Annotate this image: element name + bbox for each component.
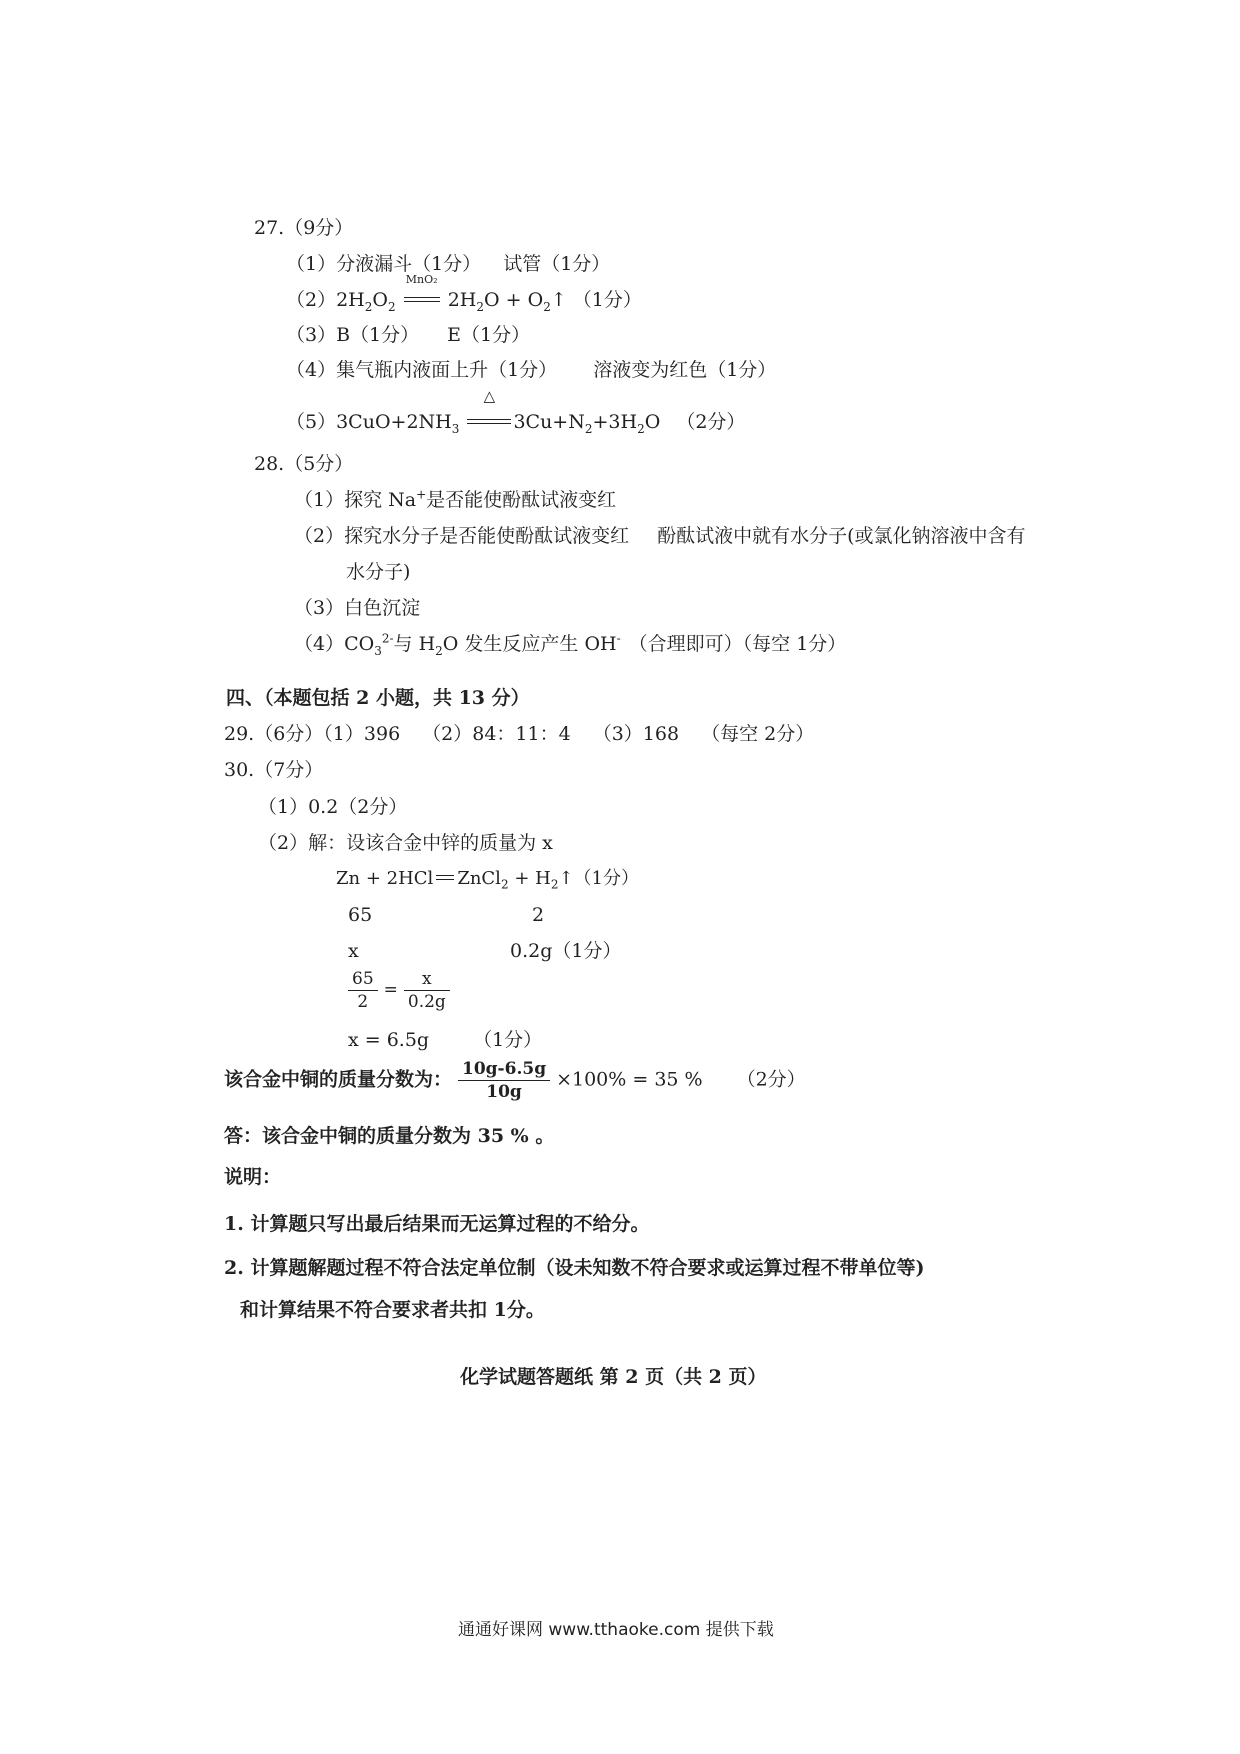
reaction-condition — [404, 273, 440, 312]
q28-part4-c: O 发生反应产生 OH — [442, 633, 617, 655]
equals-sign-icon — [404, 297, 440, 302]
q27-part2-label: （2） — [286, 289, 337, 311]
eq-subscript: 2 — [500, 877, 509, 892]
q30-part1: （1）0.2（2分） — [258, 796, 408, 818]
fraction-numerator: 65 — [348, 968, 378, 991]
q29-b: （2）84：11：4 — [422, 723, 571, 745]
q27-part5 — [286, 387, 746, 436]
q30-equation — [336, 867, 639, 891]
fraction — [348, 968, 378, 1013]
page-footer: 化学试题答题纸 第 2 页（共 2 页） — [460, 1366, 767, 1388]
q28-part4-b: 与 H — [393, 633, 436, 655]
q29-line — [224, 722, 814, 746]
fraction-numerator: 10g-6.5g — [458, 1058, 550, 1081]
eq-term: O — [644, 411, 661, 433]
eq-subscript: 2 — [543, 299, 551, 314]
fraction-numerator: x — [404, 968, 450, 991]
q28-part2-b: 酚酞试液中就有水分子(或氯化钠溶液中含有 — [657, 525, 1026, 547]
q27-part5-score: （2分） — [676, 411, 746, 433]
q30-percentage-label: 该合金中铜的质量分数为： — [224, 1068, 453, 1091]
q30-result-score: （1分） — [473, 1029, 543, 1051]
q30-percentage — [224, 1058, 806, 1103]
q29-a: 29.（6分）（1）396 — [224, 723, 401, 745]
q29-d: （每空 2分） — [701, 723, 815, 745]
q30-heading: 30.（7分） — [224, 759, 324, 781]
q27-part1-b: 试管（1分） — [503, 253, 611, 275]
eq-term: +3H — [592, 411, 638, 433]
reaction-condition — [467, 387, 511, 434]
eq-subscript: 2 — [637, 421, 645, 436]
note-2-cont: 和计算结果不符合要求者共扣 1分。 — [240, 1299, 545, 1321]
q30-result — [348, 1028, 542, 1052]
equals-sign-icon — [436, 875, 454, 880]
eq-term: 3Cu+N — [513, 411, 585, 433]
fraction-denominator: 0.2g — [407, 992, 446, 1012]
eq-subscript: 3 — [451, 421, 460, 436]
eq-term: 2H — [336, 289, 365, 311]
q28-part1-b: 是否能使酚酞试液变红 — [426, 489, 617, 511]
q27-part3-a: （3）B（1分） — [286, 324, 420, 346]
eq-subscript: 2 — [364, 299, 373, 314]
q30-ratio — [342, 968, 456, 1013]
q27-part5-label: （5） — [286, 411, 337, 433]
q27-heading: 27.（9分） — [254, 217, 354, 239]
superscript: - — [616, 631, 621, 646]
q28-part3: （3）白色沉淀 — [294, 597, 421, 619]
eq-term: O + O — [484, 289, 544, 311]
heat-symbol-icon: △ — [483, 387, 496, 405]
q30-mass-row2-b: 0.2g（1分） — [510, 940, 622, 962]
note-2: 2. 计算题解题过程不符合法定单位制（设未知数不符合要求或运算过程不带单位等) — [224, 1257, 925, 1279]
q27-part4 — [286, 358, 776, 382]
note-1: 1. 计算题只写出最后结果而无运算过程的不给分。 — [224, 1213, 650, 1235]
eq-subscript: 2 — [476, 299, 485, 314]
q29-c: （3）168 — [592, 723, 680, 745]
eq-score: ↑（1分） — [558, 868, 640, 889]
gas-arrow-icon: ↑ — [550, 289, 567, 311]
eq-term: Zn + 2HCl — [336, 868, 434, 889]
q28-part1-a: （1）探究 Na — [294, 489, 417, 511]
q28-heading: 28.（5分） — [254, 453, 354, 475]
eq-term: ZnCl — [457, 868, 501, 889]
eq-subscript: 2 — [584, 421, 593, 436]
fraction-denominator: 2 — [357, 992, 369, 1012]
eq-term: 2H — [447, 289, 477, 311]
q27-part4-a: （4）集气瓶内液面上升（1分） — [286, 359, 558, 381]
eq-subscript: 2 — [435, 643, 443, 658]
q27-part1-a: （1）分液漏斗（1分） — [286, 253, 482, 275]
q30-result-value: x = 6.5g — [348, 1029, 430, 1051]
download-watermark: 通通好课网 www.tthaoke.com 提供下载 — [458, 1620, 774, 1640]
superscript: + — [416, 487, 427, 502]
superscript: 2- — [381, 631, 394, 646]
eq-term: 3CuO+2NH — [336, 411, 452, 433]
fraction — [458, 1058, 550, 1103]
q28-part2-a: （2）探究水分子是否能使酚酞试液变红 — [294, 525, 630, 547]
eq-term: O — [372, 289, 388, 311]
q30-percentage-result: ×100% = 35 % — [556, 1068, 703, 1091]
q27-part2 — [286, 273, 642, 314]
q28-part4-a: （4）CO — [294, 633, 375, 655]
q27-part1 — [286, 252, 610, 276]
eq-subscript: 2 — [550, 877, 559, 892]
notes-heading: 说明： — [224, 1166, 282, 1188]
q30-mass-row1-a: 65 — [348, 904, 373, 926]
catalyst-label: MnO₂ — [405, 273, 438, 286]
eq-term: + H — [508, 868, 551, 889]
q28-part2-cont: 水分子) — [346, 561, 411, 583]
q27-part2-score: （1分） — [572, 289, 642, 311]
q30-part2: （2）解：设该合金中锌的质量为 x — [258, 832, 553, 854]
q30-answer: 答：该合金中铜的质量分数为 35 % 。 — [224, 1125, 555, 1147]
q30-percentage-score: （2分） — [736, 1068, 806, 1091]
q30-mass-row1-b: 2 — [532, 904, 545, 926]
equals-sign: = — [383, 980, 398, 1000]
fraction — [404, 968, 450, 1013]
eq-subscript: 3 — [374, 643, 382, 658]
section-4-heading: 四、（本题包括 2 小题，共 13 分） — [226, 687, 530, 709]
q27-part3 — [286, 323, 530, 347]
q27-part3-b: E（1分） — [447, 324, 531, 346]
q30-mass-row2-a: x — [348, 940, 359, 962]
q27-part4-b: 溶液变为红色（1分） — [593, 359, 777, 381]
q28-part2 — [294, 524, 1026, 548]
fraction-denominator: 10g — [486, 1082, 522, 1102]
q28-part4 — [294, 632, 846, 656]
equals-sign-icon — [467, 419, 511, 424]
q28-part4-d: （合理即可）（每空 1分） — [628, 633, 847, 655]
q28-part1 — [294, 488, 616, 512]
eq-subscript: 2 — [387, 299, 396, 314]
